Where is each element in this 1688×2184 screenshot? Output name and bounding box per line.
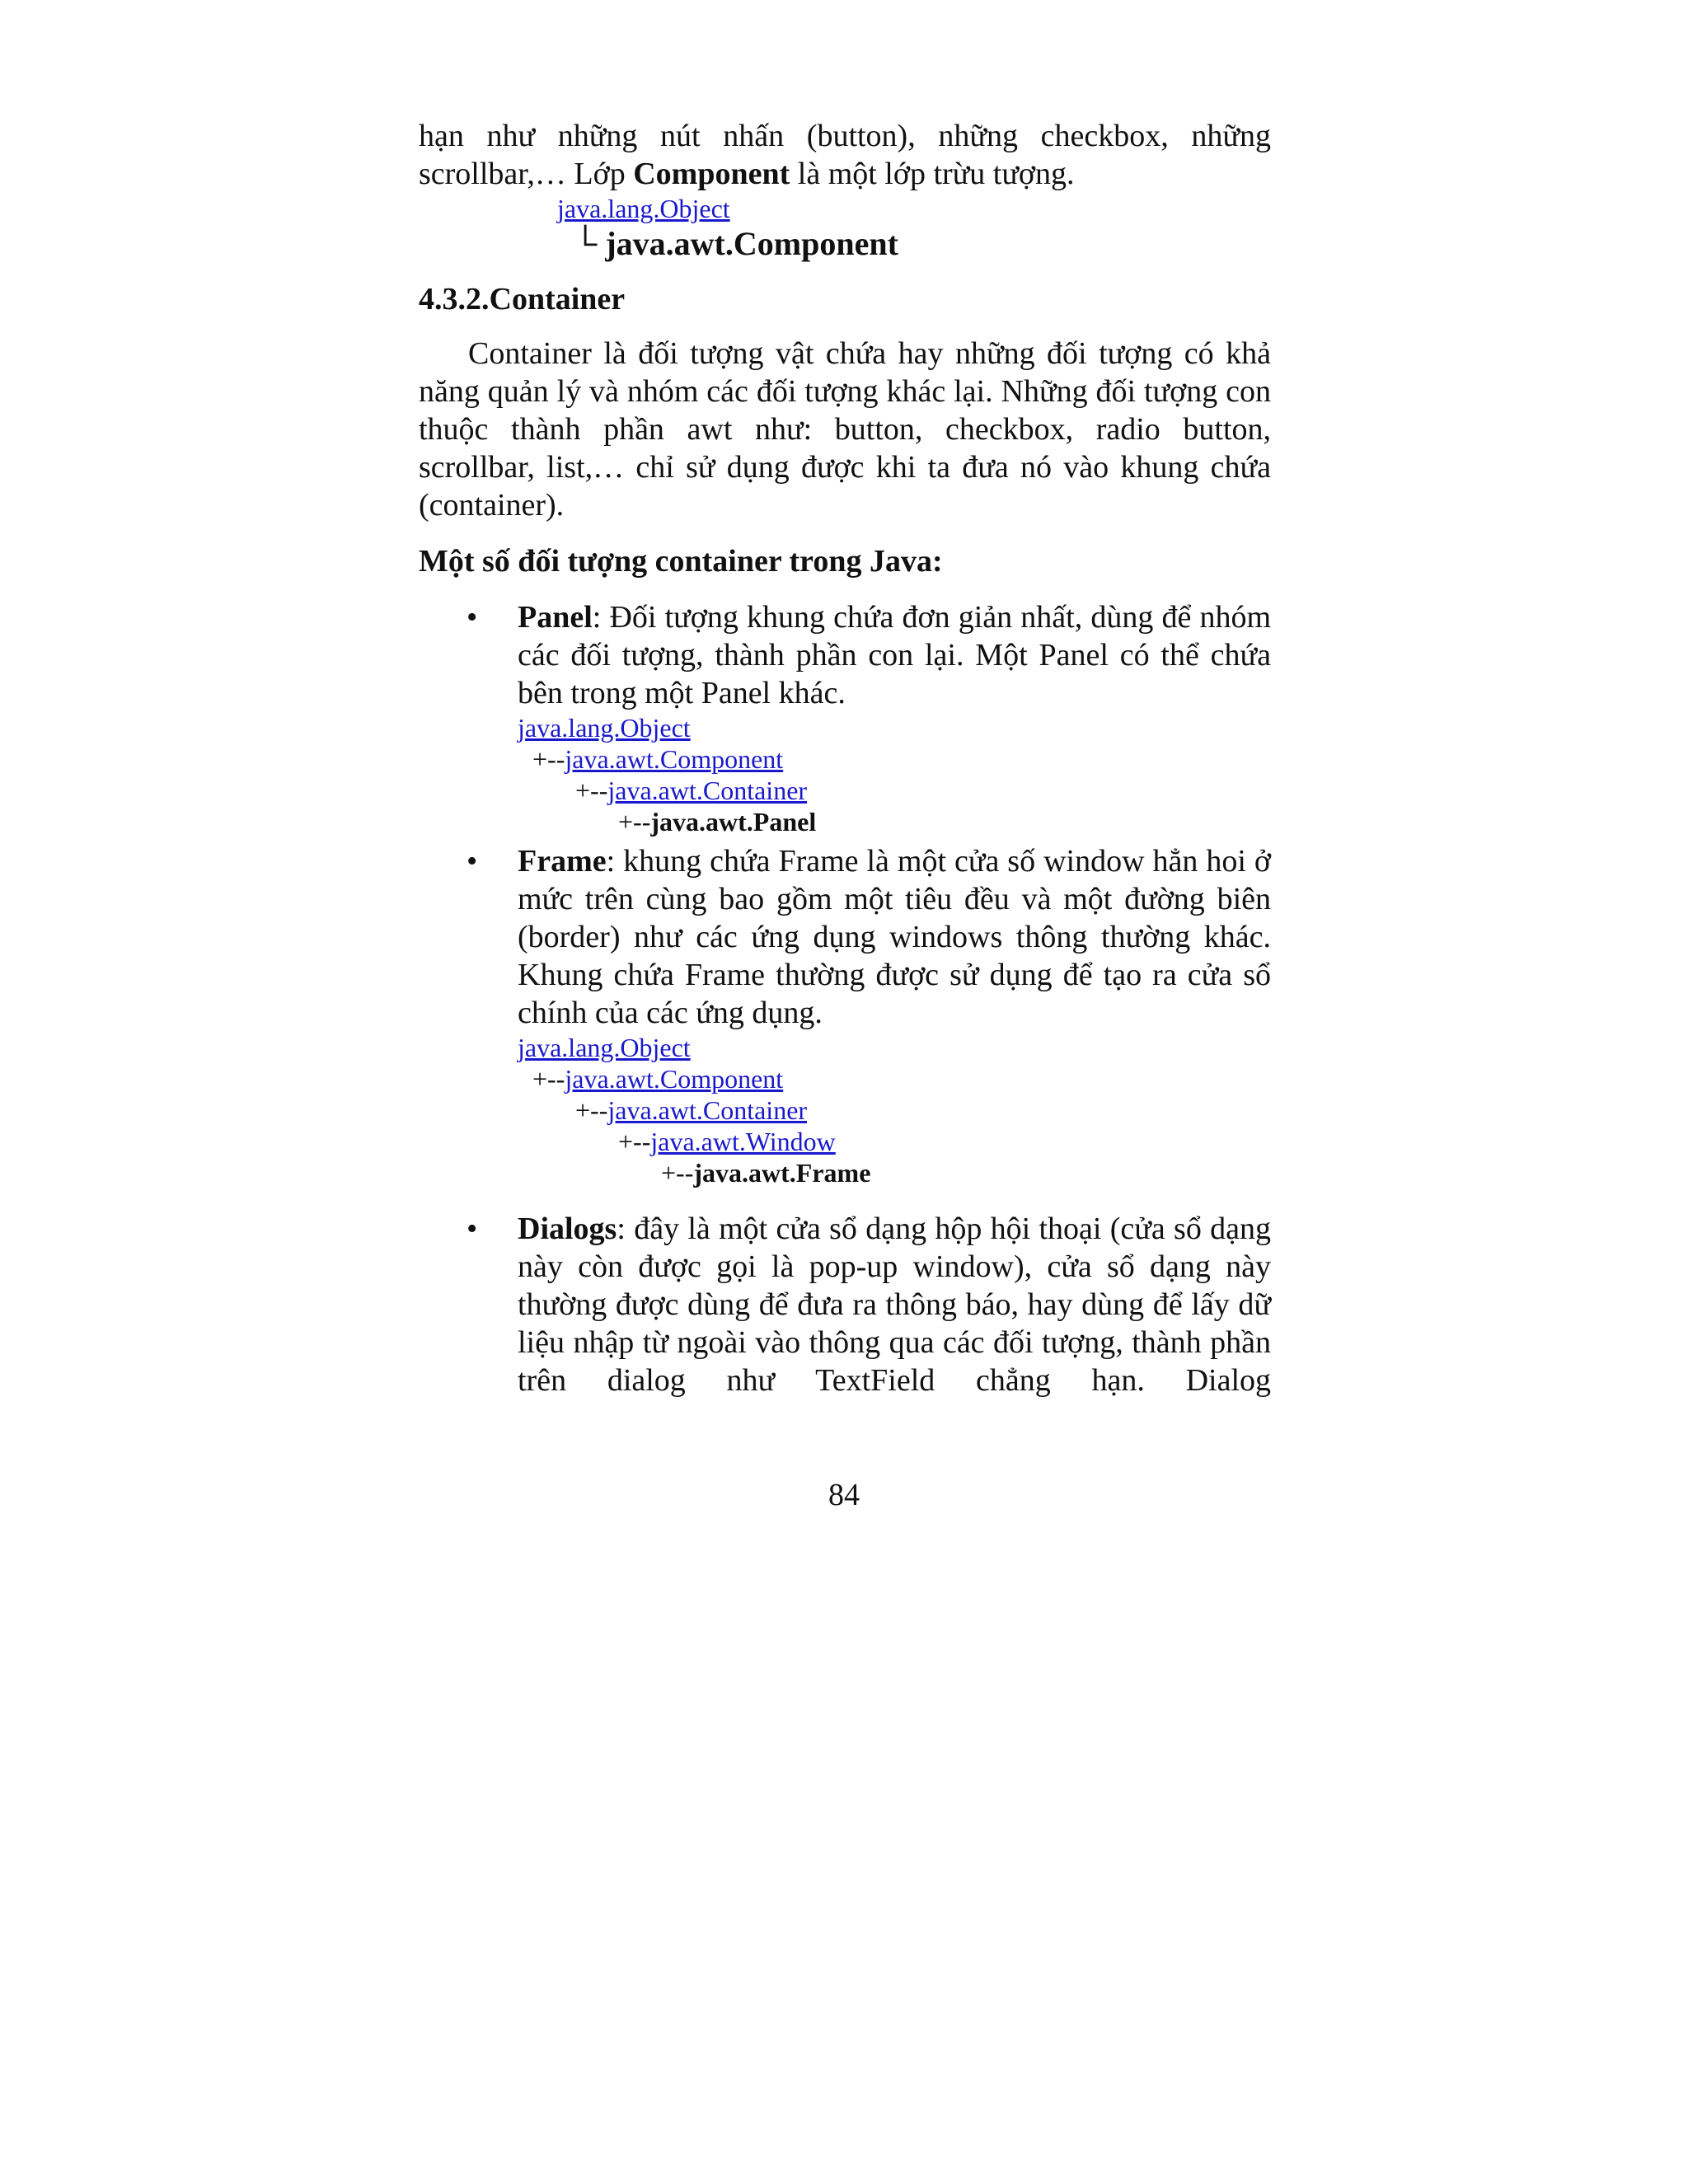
- component-term: Component: [633, 157, 790, 191]
- panel-term: Panel: [518, 600, 593, 635]
- dialogs-item: • Dialogs: đây là một cửa sổ dạng hộp hội thoại (cửa sổ dạng này còn được gọi là pop-up window), cửa sổ dạng này thường được dùng để đưa ra thông báo, hay dùng để lấy dữ liệu nhập từ ngoài vào thông qua các đối tượng, thành phần trên dialog như TextField chẳng hạn. Dialog: [467, 1212, 1271, 1398]
- frame-tree-component[interactable]: +--java.awt.Component: [532, 1064, 784, 1094]
- bullet-icon: •: [467, 600, 478, 635]
- tree-branch-icon: └: [574, 225, 598, 262]
- frame-tree-container[interactable]: +--java.awt.Container: [575, 1095, 808, 1125]
- frame-item: • Frame: khung chứa Frame là một cửa số window hẳn hoi ở mức trên cùng bao gồm một tiêu đều và một đường biên (border) như các ứng dụng windows thông thường khác. Khung chứa Frame thường được sử dụng để tạo ra cửa sổ chính của các ứng dụng.: [467, 844, 1271, 1030]
- panel-tree-object[interactable]: java.lang.Object: [518, 713, 691, 743]
- intro-tree-component: └ java.awt.Component: [574, 225, 898, 262]
- page-number: 84: [828, 1478, 860, 1512]
- bullet-icon: •: [467, 1212, 478, 1246]
- containers-subheading: Một số đối tượng container trong Java:: [419, 544, 943, 579]
- panel-tree-component[interactable]: +--java.awt.Component: [532, 744, 784, 774]
- intro-line-2: scrollbar,… Lớp Component là một lớp trừu tượng.: [419, 157, 1075, 191]
- panel-tree-panel: +--java.awt.Panel: [618, 807, 817, 837]
- intro-paragraph: [419, 117, 1271, 193]
- frame-tree-window[interactable]: +--java.awt.Window: [618, 1127, 836, 1156]
- intro-line-1: hạn như những nút nhấn (button), những checkbox, những: [419, 119, 1271, 153]
- bullet-icon: •: [467, 844, 478, 879]
- section-heading: 4.3.2.Container: [419, 282, 626, 316]
- frame-tree-frame: +--java.awt.Frame: [661, 1158, 871, 1188]
- frame-term: Frame: [518, 844, 607, 879]
- section-body: Container là đối tượng vật chứa hay những đối tượng có khả năng quản lý và nhóm các đối tượng khác lại. Những đối tượng con thuộc thành phần awt như: button, checkbox, radio button, scrollbar, list,… chỉ sử dụng được khi ta đưa nó vào khung chứa (container).: [419, 336, 1271, 523]
- panel-item: • Panel: Đối tượng khung chứa đơn giản nhất, dùng để nhóm các đối tượng, thành phần con lại. Một Panel có thể chứa bên trong một Panel khác.: [467, 600, 1271, 710]
- panel-tree-container[interactable]: +--java.awt.Container: [575, 776, 808, 805]
- intro-tree-object[interactable]: java.lang.Object: [557, 194, 730, 223]
- frame-tree-object[interactable]: java.lang.Object: [518, 1033, 691, 1062]
- dialogs-term: Dialogs: [518, 1212, 617, 1246]
